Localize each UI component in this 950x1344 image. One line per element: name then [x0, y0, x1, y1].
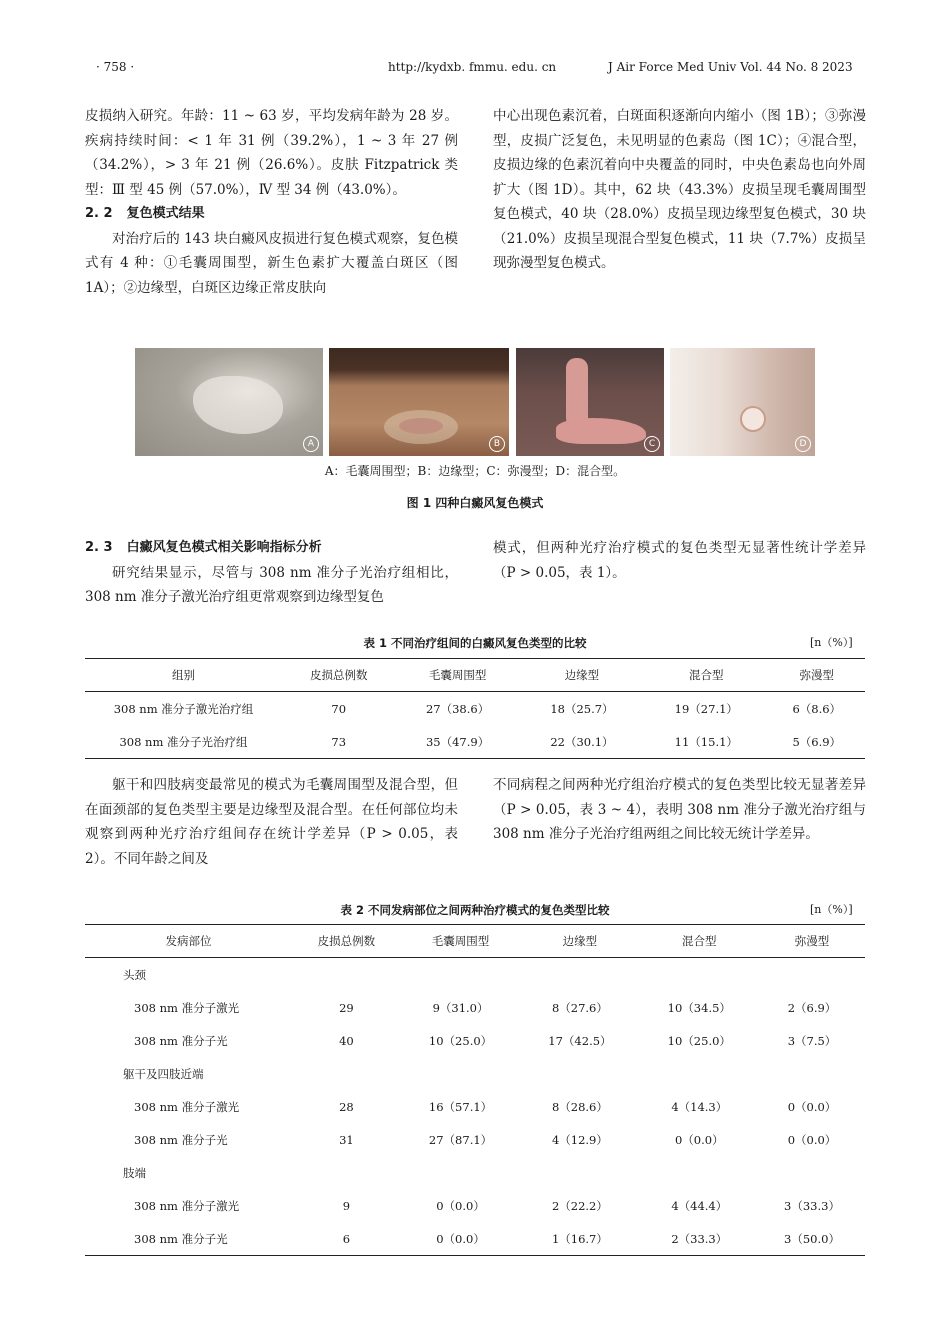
table-row — [85, 1024, 865, 1057]
table-row — [85, 692, 865, 726]
left-column-section-2-3 — [85, 536, 458, 610]
left-column-mid — [85, 773, 458, 871]
col-header: 弥漫型 — [759, 925, 865, 958]
cell: 0（0.0） — [436, 1198, 485, 1213]
table-header-row — [85, 925, 865, 958]
figure-1-caption: 图 1 四种白癜风复色模式 — [406, 496, 544, 510]
table-row — [85, 1123, 865, 1156]
photo-a-trunk — [135, 348, 323, 456]
cell: 308 nm 准分子光治疗组 — [85, 725, 282, 759]
table-row — [85, 1189, 865, 1222]
cell: 3（7.5） — [787, 1033, 837, 1048]
label-c: C — [644, 436, 660, 452]
section-heading-2-3: 2. 3 白癜风复色模式相关影响指标分析 — [85, 540, 322, 555]
cell: 31 — [339, 1132, 354, 1147]
group-label: 肢端 — [123, 1165, 146, 1180]
cell: 0（0.0） — [401, 1222, 520, 1256]
cell: 2（6.9） — [787, 1000, 837, 1015]
cell: 308 nm 准分子光 — [134, 1132, 228, 1147]
paragraph: 躯干和四肢病变最常见的模式为毛囊周围型及混合型，但在面颈部的复色类型主要是边缘型及混合型。在任何部位均未观察到两种光疗治疗组间存在统计学差异（P > 0.05，表 2）。不同年龄之间及 — [85, 777, 458, 867]
cell: 308 nm 准分子光 — [134, 1033, 228, 1048]
cell: 10（34.5） — [667, 1000, 731, 1015]
table-2 — [85, 924, 865, 1256]
table-row — [85, 1090, 865, 1123]
cell: 0（0.0） — [787, 1132, 837, 1147]
table-2-title: 表 2 不同发病部位之间两种治疗模式的复色类型比较 — [340, 903, 610, 917]
cell: 28 — [339, 1099, 354, 1114]
cell: 27（38.6） — [425, 701, 490, 716]
cell: 4（44.4） — [671, 1198, 728, 1213]
cell: 18（25.7） — [550, 701, 614, 716]
cell: 8（28.6） — [551, 1099, 608, 1114]
group-row — [85, 1156, 865, 1189]
col-header: 皮损总例数 — [282, 659, 395, 692]
cell: 4（12.9） — [551, 1132, 608, 1147]
cell: 22（30.1） — [520, 725, 644, 759]
cell: 6（8.6） — [792, 701, 842, 716]
section-heading-2-2: 2. 2 复色模式结果 — [85, 206, 205, 221]
table-row — [85, 725, 865, 759]
col-header: 混合型 — [640, 925, 759, 958]
col-header: 混合型 — [644, 659, 768, 692]
right-column-section-2-3 — [493, 536, 866, 585]
cell: 5（6.9） — [768, 725, 865, 759]
paragraph: 皮损纳入研究。年龄：11 ~ 63 岁，平均发病年龄为 28 岁。疾病持续时间：< 1 年 31 例（39.2%），1 ~ 3 年 27 例（34.2%），> 3 年 21 例（26.6%）。皮肤 Fitzpatrick 类型：Ⅲ 型 45 例（57.0%），Ⅳ 型 34 例（43.0%）。 — [85, 108, 458, 198]
cell: 0（0.0） — [787, 1099, 837, 1114]
group-label: 躯干及四肢近端 — [123, 1066, 204, 1081]
cell: 35（47.9） — [395, 725, 519, 759]
cell: 308 nm 准分子激光治疗组 — [113, 701, 254, 716]
cell: 3（33.3） — [784, 1198, 840, 1213]
label-b: B — [489, 436, 505, 452]
table-1 — [85, 658, 865, 759]
table-row — [85, 1222, 865, 1256]
label-d: D — [795, 436, 811, 452]
cell: 1（16.7） — [520, 1222, 639, 1256]
col-header: 发病部位 — [85, 925, 292, 958]
table-1-title: 表 1 不同治疗组间的白癜风复色类型的比较 — [363, 636, 587, 650]
right-column-top — [493, 104, 866, 276]
cell: 3（50.0） — [759, 1222, 865, 1256]
paragraph: 模式，但两种光疗治疗模式的复色类型无显著性统计学差异（P > 0.05，表 1）。 — [493, 540, 866, 581]
cell: 2（22.2） — [551, 1198, 608, 1213]
col-header: 边缘型 — [520, 659, 644, 692]
paragraph: 中心出现色素沉着，白斑面积逐渐向内缩小（图 1B）；③弥漫型，皮损广泛复色，未见明显的色素岛（图 1C）；④混合型，皮损边缘的色素沉着向中央覆盖的同时，中央色素岛也向外周扩大（图 1D）。其中，62 块（43.3%）皮损呈现毛囊周围型复色模式，40 块（28.0%）皮损呈现边缘型复色模式，30 块（21.0%）皮损呈现混合型复色模式，11 块（7.7%）皮损呈现弥漫型复色模式。 — [493, 108, 866, 271]
col-header: 毛囊周围型 — [395, 659, 519, 692]
col-header: 皮损总例数 — [292, 925, 401, 958]
cell: 29 — [339, 1000, 354, 1015]
group-label: 头颈 — [123, 967, 146, 982]
cell: 19（27.1） — [674, 701, 738, 716]
col-header: 组别 — [85, 659, 282, 692]
cell: 6 — [292, 1222, 401, 1256]
table-2-unit: [n（%）] — [810, 903, 853, 916]
page-number: · 758 · — [96, 60, 135, 74]
cell: 10（25.0） — [667, 1033, 731, 1048]
photo-b-face — [329, 348, 509, 456]
cell: 8（27.6） — [551, 1000, 608, 1015]
label-a: A — [303, 436, 319, 452]
photo-c-foot — [516, 348, 664, 456]
table-header-row — [85, 659, 865, 692]
paragraph: 研究结果显示，尽管与 308 nm 准分子光治疗组相比，308 nm 准分子激光治疗组更常观察到边缘型复色 — [85, 564, 458, 605]
group-row — [85, 1057, 865, 1090]
cell: 9（31.0） — [432, 1000, 489, 1015]
cell: 17（42.5） — [548, 1033, 612, 1048]
cell: 40 — [339, 1033, 354, 1048]
cell: 11（15.1） — [644, 725, 768, 759]
cell: 308 nm 准分子激光 — [134, 1000, 240, 1015]
journal-info: J Air Force Med Univ Vol. 44 No. 8 2023 — [608, 60, 853, 74]
cell: 4（14.3） — [671, 1099, 728, 1114]
cell: 0（0.0） — [674, 1132, 724, 1147]
col-header: 毛囊周围型 — [401, 925, 520, 958]
col-header: 弥漫型 — [768, 659, 865, 692]
cell: 16（57.1） — [428, 1099, 493, 1114]
cell: 9 — [342, 1198, 351, 1213]
right-column-mid — [493, 773, 866, 847]
cell: 308 nm 准分子激光 — [134, 1099, 240, 1114]
left-column-top — [85, 104, 458, 300]
cell: 308 nm 准分子光 — [85, 1222, 292, 1256]
cell: 308 nm 准分子激光 — [134, 1198, 240, 1213]
group-row — [85, 958, 865, 992]
table-row — [85, 991, 865, 1024]
figure-1-legend: A：毛囊周围型；B：边缘型；C：弥漫型；D：混合型。 — [324, 464, 626, 478]
paragraph: 不同病程之间两种光疗组治疗模式的复色类型比较无显著差异（P > 0.05，表 3 ~ 4），表明 308 nm 准分子激光治疗组与 308 nm 准分子光治疗组两组之间比较无统计学差异。 — [493, 777, 866, 842]
cell: 73 — [282, 725, 395, 759]
col-header: 边缘型 — [520, 925, 639, 958]
cell: 70 — [331, 701, 347, 716]
cell: 2（33.3） — [640, 1222, 759, 1256]
table-1-unit: [n（%）] — [810, 636, 853, 649]
photo-d-neck — [670, 348, 815, 456]
cell: 27（87.1） — [428, 1132, 493, 1147]
journal-url: http://kydxb. fmmu. edu. cn — [388, 60, 557, 74]
paragraph: 对治疗后的 143 块白癜风皮损进行复色模式观察，复色模式有 4 种：①毛囊周围型，新生色素扩大覆盖白斑区（图 1A）；②边缘型，白斑区边缘正常皮肤向 — [85, 230, 458, 296]
cell: 10（25.0） — [428, 1033, 493, 1048]
